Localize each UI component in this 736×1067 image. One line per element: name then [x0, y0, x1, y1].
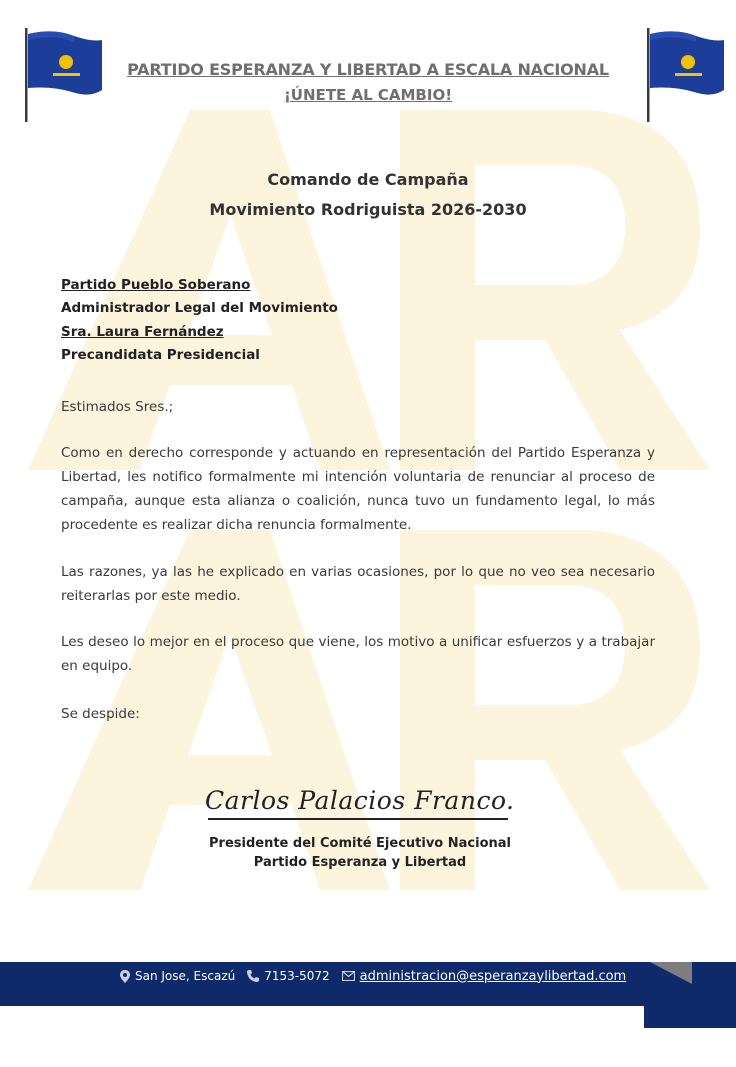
phone-text: 7153-5072: [264, 969, 330, 983]
footer-tab: [644, 1006, 736, 1028]
signer-position: Presidente del Comité Ejecutivo Nacional: [209, 836, 511, 851]
flag-logo-right: [646, 28, 728, 124]
flag-logo-left: [24, 28, 106, 124]
letter-greeting: Estimados Sres.;: [61, 399, 174, 415]
letter-paragraph-1: Como en derecho corresponde y actuando en representación del Partido Esperanza y Libertad, les notifico formalmente mi intención voluntaria de renunciar al proceso de campaña, aunque esta alianza o coalición, nunca tuvo un fundamento legal, lo más procedente es realizar dicha renuncia formalmente.: [61, 445, 655, 533]
signer-party: Partido Esperanza y Libertad: [253, 855, 467, 870]
letter-paragraph-3: Les deseo lo mejor en el proceso que viene, los motivo a unificar esfuerzos y a trabajar en equipo.: [61, 634, 655, 674]
movement-title: Movimiento Rodriguista 2026-2030: [209, 200, 527, 219]
letter-closing: Se despide:: [61, 706, 140, 722]
handwritten-signature: Carlos Palacios Franco.: [205, 786, 515, 815]
location-text: San Jose, Escazú: [135, 969, 236, 983]
phone-icon: [247, 970, 259, 982]
addressee-role: Administrador Legal del Movimiento: [61, 300, 338, 316]
footer-email[interactable]: [342, 969, 627, 984]
signature-line: [208, 818, 508, 820]
campaign-command-title: Comando de Campaña: [267, 170, 469, 189]
location-pin-icon: [120, 970, 130, 983]
email-icon: [342, 971, 355, 981]
party-slogan: ¡ÚNETE AL CAMBIO!: [283, 86, 453, 104]
addressee-party: Partido Pueblo Soberano: [61, 277, 251, 293]
footer-location: [120, 969, 235, 983]
letter-paragraph-2: Las razones, ya las he explicado en varias ocasiones, por lo que no veo sea necesario reiterarlas por este medio.: [61, 564, 655, 604]
addressee-name: Sra. Laura Fernández: [61, 324, 224, 340]
email-link[interactable]: administracion@esperanzaylibertad.com: [359, 968, 627, 984]
footer-contact: [120, 966, 626, 986]
addressee-title: Precandidata Presidencial: [61, 347, 260, 363]
footer-phone: [247, 969, 329, 983]
footer-corner-accent: [650, 962, 692, 984]
party-header-title: PARTIDO ESPERANZA Y LIBERTAD A ESCALA NACIONAL: [127, 60, 609, 79]
